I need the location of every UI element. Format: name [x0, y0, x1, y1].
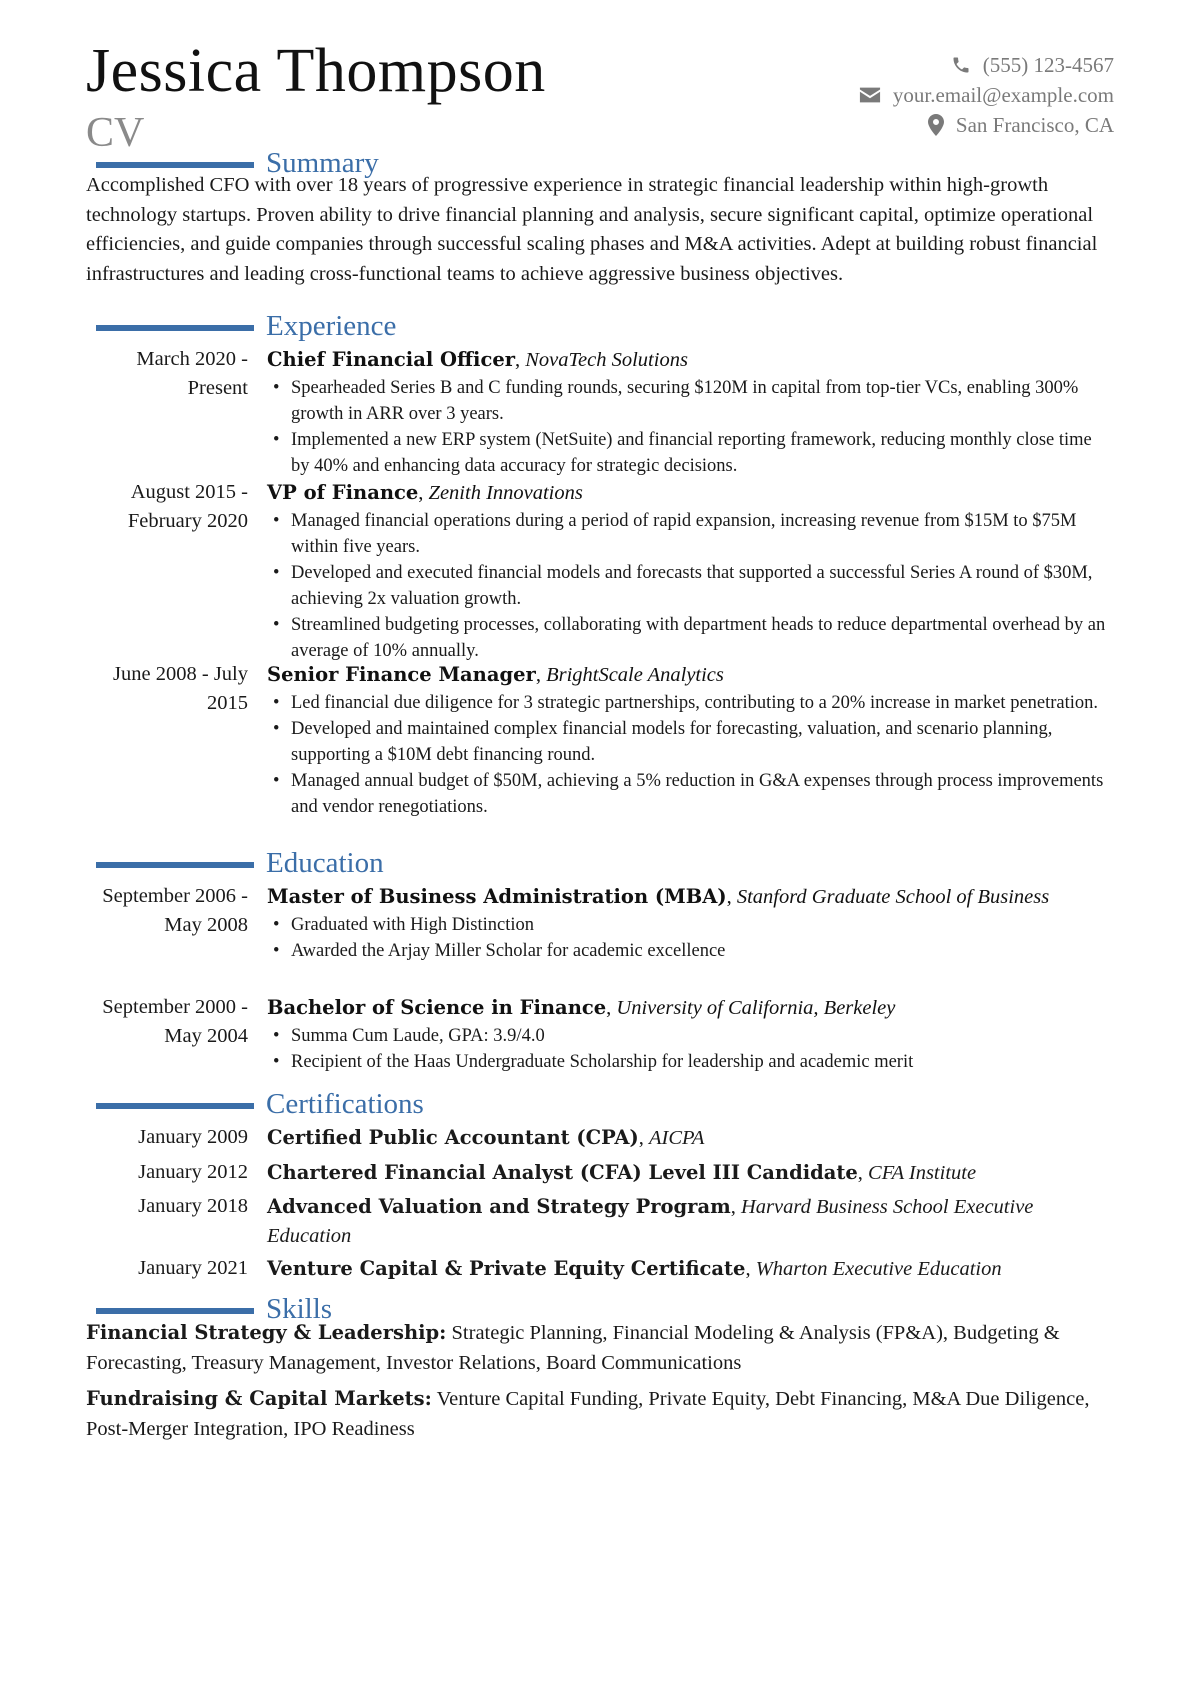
list-item: • Implemented a new ERP system (NetSuite) and financial reporting framework, reducing monthly close time by 40% and enhancing data accuracy for strategic decisions. — [267, 427, 1114, 479]
entry-heading: Venture Capital & Private Equity Certificate, Wharton Executive Education — [267, 1257, 1002, 1280]
location-text: San Francisco, CA — [955, 113, 1114, 137]
entry-date: September 2000 - May 2004 — [102, 996, 248, 1047]
phone-text: (555) 123-4567 — [982, 53, 1114, 77]
entry-school: University of California, Berkeley — [616, 997, 896, 1019]
cert-name: Advanced Valuation and Strategy Program — [267, 1195, 731, 1218]
list-item: • Managed annual budget of $50M, achieving a 5% reduction in G&A expenses through process improvements and vendor renegotiations. — [267, 768, 1114, 820]
contact-location — [859, 110, 1114, 140]
skill-label: Fundraising & Capital Markets: — [86, 1387, 432, 1410]
entry-bullets — [267, 912, 1114, 964]
section-accent-bar — [96, 1308, 254, 1314]
cert-name: Venture Capital & Private Equity Certificate — [267, 1257, 746, 1280]
entry-bullets — [267, 375, 1114, 479]
section-education-heading — [86, 846, 1114, 880]
list-item: • Developed and maintained complex financial models for forecasting, valuation, and scenario planning, supporting a $10M debt financing round. — [267, 716, 1114, 768]
cert-name: Chartered Financial Analyst (CFA) Level III Candidate — [267, 1161, 858, 1184]
entry-heading: Master of Business Administration (MBA), Stanford Graduate School of Business — [267, 885, 1050, 908]
entry-degree: Bachelor of Science in Finance — [267, 996, 607, 1019]
section-accent-bar — [96, 162, 254, 168]
entry-date: March 2020 - Present — [136, 348, 248, 399]
list-item: • Developed and executed financial models and forecasts that supported a successful Series A round of $30M, achieving 2x valuation growth. — [267, 560, 1114, 612]
contact-email — [859, 80, 1114, 110]
summary-text: Accomplished CFO with over 18 years of progressive experience in strategic financial leadership within high-growth technology startups. Proven ability to drive financial planning and analysis, secure significant capital, optimize operational efficiencies, and guide companies through successful scaling phases and M&A activities. Adept at building robust financial infrastructures and leading cross-functional teams to achieve aggressive business objectives. — [86, 174, 1098, 285]
skill-label: Financial Strategy & Leadership: — [86, 1321, 447, 1344]
list-item: • Recipient of the Haas Undergraduate Scholarship for leadership and academic merit — [267, 1049, 1114, 1075]
skill-group — [86, 1318, 1114, 1378]
entry-heading: Advanced Valuation and Strategy Program, Harvard Business School Executive Education — [267, 1195, 1034, 1247]
list-item: • Summa Cum Laude, GPA: 3.9/4.0 — [267, 1023, 1114, 1049]
list-item: • Led financial due diligence for 3 strategic partnerships, contributing to a 20% increase in market penetration. — [267, 690, 1114, 716]
entry-role: VP of Finance — [267, 481, 419, 504]
entry-heading: Chartered Financial Analyst (CFA) Level III Candidate, CFA Institute — [267, 1161, 977, 1184]
phone-icon — [951, 55, 971, 75]
list-item: • Awarded the Arjay Miller Scholar for academic excellence — [267, 938, 1114, 964]
entry-date: June 2008 - July 2015 — [113, 663, 248, 714]
entry-date: January 2021 — [138, 1257, 248, 1279]
entry-heading: Senior Finance Manager, BrightScale Analytics — [267, 663, 724, 686]
entry-heading: Chief Financial Officer, NovaTech Solutions — [267, 348, 688, 371]
cert-issuer: CFA Institute — [868, 1162, 977, 1184]
cert-issuer: Harvard Business School Executive Education — [267, 1196, 1034, 1247]
document-type: CV — [86, 110, 145, 156]
cert-name: Certified Public Accountant (CPA) — [267, 1126, 639, 1149]
contact-block — [859, 50, 1114, 140]
entry-date: January 2009 — [138, 1126, 248, 1148]
list-item: • Managed financial operations during a period of rapid expansion, increasing revenue from $15M to $75M within five years. — [267, 508, 1114, 560]
contact-phone — [859, 50, 1114, 80]
cert-issuer: AICPA — [649, 1127, 705, 1149]
skill-value: Strategic Planning, Financial Modeling & Analysis (FP&A), Budgeting & Forecasting, Treasury Management, Investor Relations, Board Communications — [86, 1322, 1060, 1374]
map-pin-icon — [928, 114, 944, 136]
entry-bullets — [267, 1023, 1114, 1075]
skill-value: Venture Capital Funding, Private Equity, Debt Financing, M&A Due Diligence, Post-Merger Integration, IPO Readiness — [86, 1388, 1090, 1440]
cert-issuer: Wharton Executive Education — [755, 1258, 1002, 1280]
section-experience-heading — [86, 309, 1114, 343]
entry-role: Chief Financial Officer — [267, 348, 515, 371]
entry-heading: Bachelor of Science in Finance, University of California, Berkeley — [267, 996, 896, 1019]
entry-org: NovaTech Solutions — [525, 349, 688, 371]
entry-date: January 2012 — [138, 1161, 248, 1183]
candidate-name: Jessica Thompson — [86, 37, 546, 105]
entry-bullets — [267, 508, 1114, 664]
entry-bullets — [267, 690, 1114, 820]
email-link[interactable]: your.email@example.com — [892, 83, 1114, 107]
envelope-icon — [859, 86, 881, 104]
entry-role: Senior Finance Manager — [267, 663, 536, 686]
section-title: Education — [266, 847, 384, 879]
entry-date: September 2006 - May 2008 — [102, 885, 248, 936]
entry-heading: VP of Finance, Zenith Innovations — [267, 481, 583, 504]
section-accent-bar — [96, 862, 254, 868]
entry-date: January 2018 — [138, 1195, 248, 1217]
entry-org: BrightScale Analytics — [546, 664, 724, 686]
entry-school: Stanford Graduate School of Business — [736, 886, 1050, 908]
entry-heading: Certified Public Accountant (CPA), AICPA — [267, 1126, 705, 1149]
skill-group — [86, 1384, 1114, 1444]
list-item: • Spearheaded Series B and C funding rounds, securing $120M in capital from top-tier VCs, enabling 300% growth in ARR over 3 years. — [267, 375, 1114, 427]
list-item: • Streamlined budgeting processes, collaborating with department heads to reduce departmental overhead by an average of 10% annually. — [267, 612, 1114, 664]
section-title: Experience — [266, 310, 397, 342]
section-certifications-heading — [86, 1087, 1114, 1121]
section-title: Certifications — [266, 1088, 424, 1120]
section-accent-bar — [96, 325, 254, 331]
entry-date: August 2015 - February 2020 — [127, 481, 248, 532]
entry-degree: Master of Business Administration (MBA) — [267, 885, 727, 908]
section-title: Summary — [266, 147, 379, 179]
list-item: • Graduated with High Distinction — [267, 912, 1114, 938]
entry-org: Zenith Innovations — [428, 482, 583, 504]
section-accent-bar — [96, 1103, 254, 1109]
section-title: Skills — [266, 1293, 333, 1325]
